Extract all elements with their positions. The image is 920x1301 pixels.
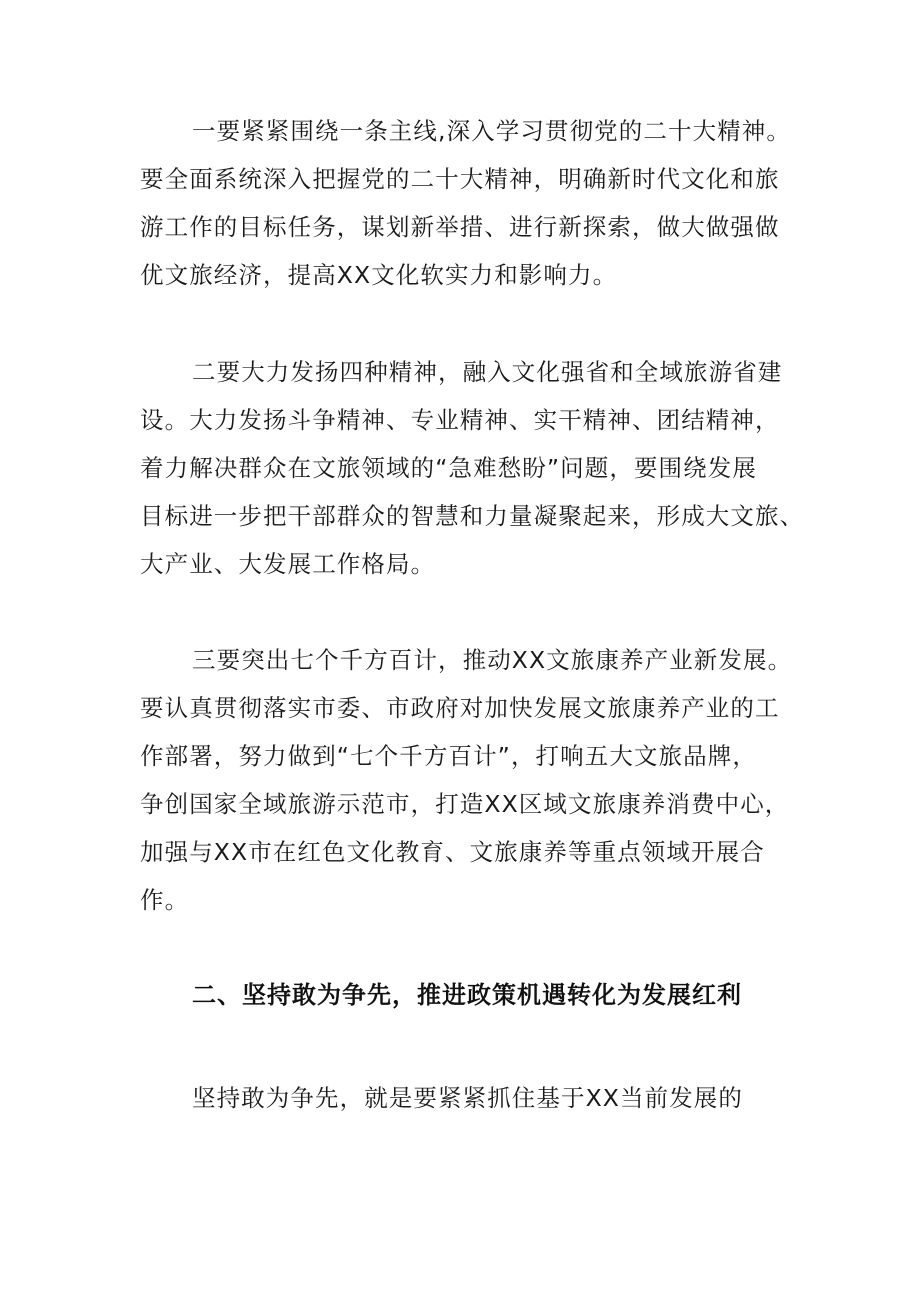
paragraph-3-line-4: 争创国家全域旅游示范市，打造XX区域文旅康养消费中心，	[140, 790, 790, 818]
paragraph-1-line-1: 一要紧紧围绕一条主线,深入学习贯彻党的二十大精神。	[192, 117, 791, 145]
paragraph-3-line-1: 三要突出七个千方百计，推动XX文旅康养产业新发展。	[192, 646, 793, 674]
paragraph-3-line-5: 加强与XX市在红色文化教育、文旅康养等重点领域开展合	[140, 838, 765, 866]
paragraph-4-line-1: 坚持敢为争先，就是要紧紧抓住基于XX当前发展的	[192, 1084, 743, 1112]
paragraph-2-line-3: 着力解决群众在文旅领域的“急难愁盼”问题，要围绕发展	[140, 454, 757, 482]
paragraph-1-line-3: 游工作的目标任务，谋划新举措、进行新探索，做大做强做	[140, 213, 780, 241]
paragraph-3-line-2: 要认真贯彻落实市委、市政府对加快发展文旅康养产业的工	[140, 694, 780, 722]
paragraph-2-line-1: 二要大力发扬四种精神，融入文化强省和全域旅游省建	[192, 358, 783, 386]
paragraph-3-line-6: 作。	[140, 886, 190, 914]
paragraph-2-line-2: 设。大力发扬斗争精神、专业精神、实干精神、团结精神，	[140, 406, 780, 434]
paragraph-1-line-2: 要全面系统深入把握党的二十大精神，明确新时代文化和旅	[140, 165, 780, 193]
section-heading: 二、坚持敢为争先，推进政策机遇转化为发展红利	[192, 981, 742, 1009]
paragraph-1-line-4: 优文旅经济，提高XX文化软实力和影响力。	[140, 261, 618, 289]
paragraph-3-line-3: 作部署，努力做到“七个千方百计”，打响五大文旅品牌，	[140, 742, 757, 770]
paragraph-2-line-4: 目标进一步把干部群众的智慧和力量凝聚起来，形成大文旅、	[140, 502, 805, 530]
paragraph-2-line-5: 大产业、大发展工作格局。	[140, 550, 436, 578]
